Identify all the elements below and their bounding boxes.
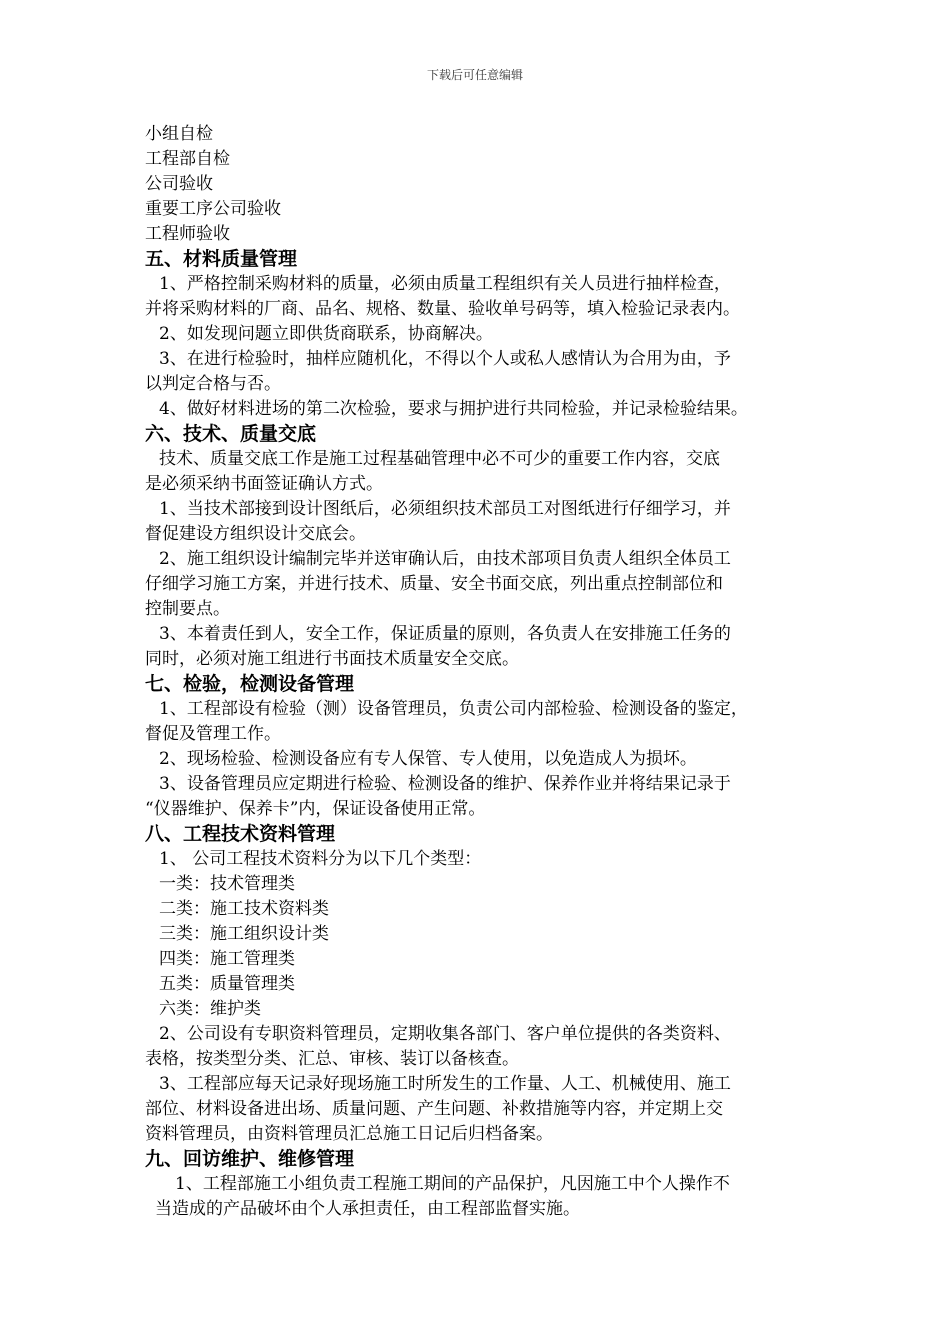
text-line: 3、本着责任到人，安全工作，保证质量的原则，各负责人在安排施工任务的 [159, 624, 731, 644]
list-item: 二类：施工技术资料类 [159, 899, 329, 919]
text-line: 工程师验收 [145, 224, 230, 244]
text-line: 以判定合格与否。 [145, 374, 281, 394]
text-line: 2、施工组织设计编制完毕并送审确认后，由技术部项目负责人组织全体员工 [159, 549, 731, 569]
text-line: 1、当技术部接到设计图纸后，必须组织技术部员工对图纸进行仔细学习，并 [159, 499, 731, 519]
text-line: 小组自检 [145, 124, 213, 144]
text-line: 1、工程部施工小组负责工程施工期间的产品保护，凡因施工中个人操作不 [175, 1174, 730, 1194]
text-line: “仪器维护、保养卡”内，保证设备使用正常。 [145, 799, 486, 819]
text-line: 督促建设方组织设计交底会。 [145, 524, 366, 544]
text-line: 重要工序公司验收 [145, 199, 281, 219]
text-line: 3、在进行检验时，抽样应随机化，不得以个人或私人感情认为合用为由，予 [159, 349, 731, 369]
text-line: 同时，必须对施工组进行书面技术质量安全交底。 [145, 649, 519, 669]
document-body [145, 122, 825, 1222]
section-heading: 七、检验，检测设备管理 [145, 673, 355, 695]
text-line: 1、工程部设有检验（测）设备管理员，负责公司内部检验、检测设备的鉴定， [159, 699, 748, 719]
text-line: 1、严格控制采购材料的质量，必须由质量工程组织有关人员进行抽样检查， [159, 274, 731, 294]
text-line: 仔细学习施工方案，并进行技术、质量、安全书面交底，列出重点控制部位和 [145, 574, 723, 594]
text-line: 2、如发现问题立即供货商联系，协商解决。 [159, 324, 493, 344]
list-item: 一类：技术管理类 [159, 874, 295, 894]
text-line: 技术、质量交底工作是施工过程基础管理中必不可少的重要工作内容，交底 [159, 449, 720, 469]
text-line: 工程部自检 [145, 149, 230, 169]
text-line: 2、现场检验、检测设备应有专人保管、专人使用，以免造成人为损坏。 [159, 749, 697, 769]
text-line: 2、公司设有专职资料管理员，定期收集各部门、客户单位提供的各类资料、 [159, 1024, 731, 1044]
text-line: 督促及管理工作。 [145, 724, 281, 744]
list-item: 六类：维护类 [159, 999, 261, 1019]
text-line: 控制要点。 [145, 599, 230, 619]
list-item: 五类：质量管理类 [159, 974, 295, 994]
text-line: 资料管理员，由资料管理员汇总施工日记后归档备案。 [145, 1124, 553, 1144]
text-line: 1、 公司工程技术资料分为以下几个类型： [159, 849, 482, 869]
list-item: 三类：施工组织设计类 [159, 924, 329, 944]
text-line: 3、工程部应每天记录好现场施工时所发生的工作量、人工、机械使用、施工 [159, 1074, 731, 1094]
text-line: 当造成的产品破坏由个人承担责任，由工程部监督实施。 [155, 1199, 580, 1219]
text-line: 4、做好材料进场的第二次检验，要求与拥护进行共同检验，并记录检验结果。 [159, 399, 748, 419]
text-line: 表格，按类型分类、汇总、审核、装订以备核查。 [145, 1049, 519, 1069]
text-line: 是必须采纳书面签证确认方式。 [145, 474, 383, 494]
text-line: 3、设备管理员应定期进行检验、检测设备的维护、保养作业并将结果记录于 [159, 774, 731, 794]
section-heading: 五、材料质量管理 [145, 248, 298, 270]
section-heading: 六、技术、质量交底 [145, 423, 317, 445]
section-heading: 九、回访维护、维修管理 [145, 1148, 355, 1170]
list-item: 四类：施工管理类 [159, 949, 295, 969]
section-heading: 八、工程技术资料管理 [145, 823, 336, 845]
text-line: 部位、材料设备进出场、质量问题、产生问题、补救措施等内容，并定期上交 [145, 1099, 723, 1119]
page-header: 下载后可任意编辑 [426, 68, 523, 82]
text-line: 公司验收 [145, 174, 213, 194]
text-line: 并将采购材料的厂商、品名、规格、数量、验收单号码等，填入检验记录表内。 [145, 299, 740, 319]
